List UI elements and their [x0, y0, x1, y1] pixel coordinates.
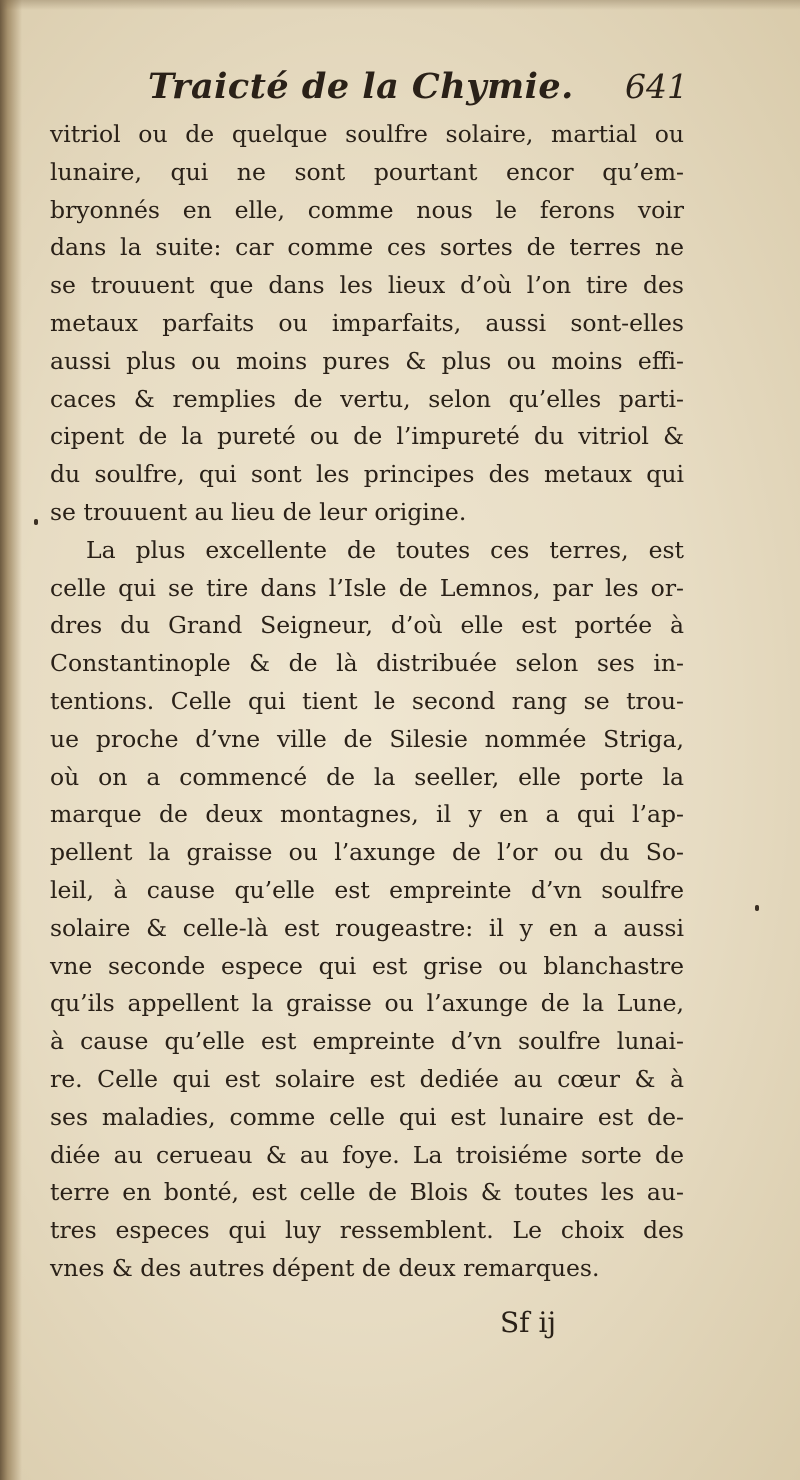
page-number: 641 — [625, 67, 688, 106]
text-line: metaux parfaits ou imparfaits, aussi sont-elles — [50, 308, 684, 337]
text-line: celle qui se tire dans l’Isle de Lemnos, par les or- — [50, 573, 684, 602]
body-text — [50, 116, 684, 1288]
binding-shadow — [0, 0, 22, 1480]
text-line: vnes & des autres dépent de deux remarques. — [50, 1253, 600, 1282]
text-line: bryonnés en elle, comme nous le ferons voir — [50, 195, 684, 224]
text-line: diée au cerueau & au foye. La troisiéme sorte de — [50, 1140, 684, 1169]
text-line: terre en bonté, est celle de Blois & toutes les au- — [50, 1178, 684, 1207]
text-line: aussi plus ou moins pures & plus ou moins effi- — [50, 346, 684, 375]
text-line: vne seconde espece qui est grise ou blanchastre — [50, 951, 684, 980]
text-line: vitriol ou de quelque soulfre solaire, martial ou — [50, 120, 684, 148]
text-line: lunaire, qui ne sont pourtant encor qu’em- — [50, 157, 684, 186]
paragraph-first-line: La plus excellente de toutes ces terres, est — [86, 535, 684, 564]
text-line: à cause qu’elle est empreinte d’vn soulfre lunai- — [50, 1027, 684, 1056]
text-line: dans la suite: car comme ces sortes de terres ne — [50, 233, 684, 262]
text-line: pellent la graisse ou l’axunge de l’or ou du So- — [50, 838, 684, 867]
page-top-edge — [0, 0, 800, 10]
text-line: caces & remplies de vertu, selon qu’elles parti- — [50, 384, 684, 413]
text-line: ses maladies, comme celle qui est lunaire est de- — [50, 1102, 684, 1131]
text-line: re. Celle qui est solaire est dediée au cœur & à — [50, 1064, 684, 1093]
running-title: Traicté de la Chymie. — [148, 66, 574, 107]
text-line: du soulfre, qui sont les principes des metaux qui — [50, 460, 684, 489]
text-line: se trouuent au lieu de leur origine. — [50, 497, 467, 526]
text-line: dres du Grand Seigneur, d’où elle est portée à — [50, 611, 684, 640]
signature-mark: Sf ij — [500, 1306, 557, 1339]
text-line: Constantinople & de là distribuée selon ses in- — [50, 649, 684, 678]
margin-dot — [755, 905, 759, 911]
text-line: tres especes qui luy ressemblent. Le choix des — [50, 1216, 684, 1245]
running-head — [148, 64, 688, 114]
text-line: qu’ils appellent la graisse ou l’axunge de la Lune, — [50, 989, 684, 1018]
text-line: solaire & celle-là est rougeastre: il y en a aussi — [50, 913, 684, 942]
text-line: où on a commencé de la seeller, elle porte la — [50, 762, 684, 791]
margin-dot — [34, 519, 38, 525]
text-line: cipent de la pureté ou de l’impureté du vitriol & — [50, 422, 684, 451]
text-line: tentions. Celle qui tient le second rang se trou- — [50, 686, 684, 715]
text-line: leil, à cause qu’elle est empreinte d’vn soulfre — [50, 875, 684, 904]
text-line: ue proche d’vne ville de Silesie nommée Striga, — [50, 724, 684, 753]
text-line: marque de deux montagnes, il y en a qui l’ap- — [50, 800, 684, 829]
text-line: se trouuent que dans les lieux d’où l’on tire des — [50, 271, 684, 300]
